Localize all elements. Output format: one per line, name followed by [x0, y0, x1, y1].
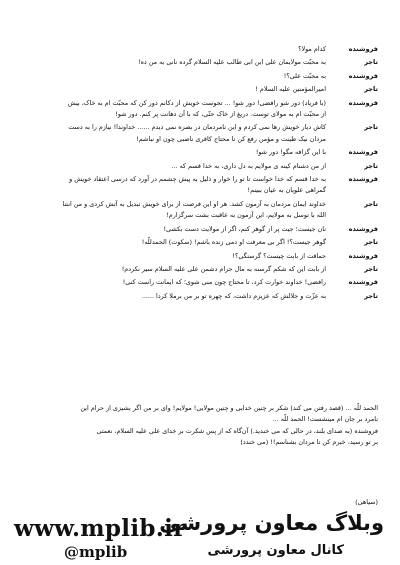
speech-line: مردان نیک طینت و مؤمن رفع کن تا محتاج کافری ناصبی چون او نباشم!: [136, 134, 326, 143]
prose-line: فروشنده (به صدای بلند، در حالی که می خندید.) آن‌گاه که از پس شکرت بر خدای علی علیه السلام، نعمتی: [96, 426, 378, 435]
speech-line: کدام مولا؟: [298, 45, 326, 53]
dialogue-section: [20, 44, 378, 304]
speech-text: [20, 71, 326, 82]
dialogue-turn: [20, 277, 378, 288]
speaker-label: فروشنده: [348, 251, 378, 260]
prose-line: بر تو رسید، خبرم کن تا مردان بشناسم!! (می خندد): [240, 438, 378, 447]
speaker-label: تاجر: [364, 58, 378, 67]
speech-line: گمراهی علویان به عیان ببینم!: [247, 186, 326, 195]
speech-text: [20, 57, 326, 68]
dialogue-turn: [20, 237, 378, 248]
speaker-label: فروشنده: [348, 175, 378, 184]
speech-text: [20, 161, 326, 172]
speaker-label: فروشنده: [348, 224, 378, 233]
speech-text: [20, 251, 326, 262]
speech-text: [20, 277, 326, 288]
speech-line: رافضی! خداوند خوارت کرد، تا محتاج چون منی شوی؛ که ایمانت راست کنی!: [122, 278, 326, 287]
stage-note: (سیاهی): [355, 498, 378, 506]
site-url-link[interactable]: www.mplib.ir: [14, 515, 186, 542]
speaker-label: فروشنده: [348, 71, 378, 80]
speech-line: (با فریاد) دور شو رافضی! دور شو! ... تحوست خویش از دکانم دور کن که محبّت ام به خاک، بیش: [67, 98, 326, 107]
speech-line: از بابت این که شکم گرسنه به مال حرام دشمن علی علیه السلام سیر نکردم!: [121, 264, 326, 273]
speech-line: از من دشنام کینه ی مولایم به دل داری، به خدا قسم که ...: [171, 161, 326, 170]
speaker-label: فروشنده: [348, 45, 378, 53]
dialogue-turn: [20, 161, 378, 172]
speech-line: به خدا قسم که خدا خواست تا تو را خوار و ذلیل به پیش چشمم در آورد که درسی اعتقاد خویش و: [69, 175, 326, 184]
prose-line: الحمد للّه ... (قصد رفتن می کند) شکر بر چنین خدایی و چنین مولایی! مولایم! وای بر من اگر بشیزی از حرام این: [80, 404, 378, 412]
channel-title: کانال معاون پرورشی: [207, 543, 344, 558]
speech-text: [20, 199, 326, 222]
speech-line: خداوند ایمان مردمان به آزمون کشد. هر او این فرصت از برای خویش تبدیل به آتش کردی و من انتنا: [62, 199, 326, 208]
dialogue-turn: [20, 199, 378, 222]
dialogue-turn: [20, 147, 378, 158]
speaker-label: تاجر: [364, 85, 378, 94]
speaker-label: تاجر: [364, 123, 378, 132]
speech-line: الله با توسل به مولایم، این آزمون به عاقبت بشت سرگزارم!: [166, 211, 326, 220]
speech-text: [20, 237, 326, 248]
dialogue-turn: [20, 264, 378, 275]
speaker-label: فروشنده: [348, 278, 378, 287]
speech-text: [20, 122, 326, 145]
dialogue-turn: [20, 291, 378, 302]
footer-banner: [0, 505, 400, 565]
speaker-label: تاجر: [364, 238, 378, 247]
dialogue-turn: [20, 84, 378, 95]
speaker-label: تاجر: [364, 291, 378, 300]
dialogue-turn: [20, 251, 378, 262]
dialogue-turn: [20, 57, 378, 68]
speaker-label: تاجر: [364, 199, 378, 208]
speech-text: [20, 291, 326, 302]
speaker-label: تاجر: [364, 264, 378, 273]
dialogue-turn: [20, 98, 378, 121]
speech-text: [20, 44, 326, 55]
dialogue-turn: [20, 174, 378, 197]
speech-line: از محبّت ام به مولای توست. دریغ از خاک حتّی، که با آن دهانت پر کنم. دور شو!: [115, 110, 326, 119]
blog-brand-title: وبلاگ معاون پرورشی: [159, 511, 384, 535]
speech-text: [20, 224, 326, 235]
speaker-label: تاجر: [364, 161, 378, 170]
speech-text: [20, 174, 326, 197]
dialogue-turn: [20, 224, 378, 235]
dialogue-turn: [20, 44, 378, 55]
speech-text: [20, 264, 326, 275]
dialogue-turn: [20, 71, 378, 82]
speech-line: کاش دیار خویش رها نمی کردم و این نامردمان در بصره نمی دیدم ...... خداوندا! نیازم را به دست: [68, 123, 326, 132]
speech-text: [20, 84, 326, 95]
speech-text: [20, 147, 326, 158]
speech-line: گوهر جیست؟! اگر بی معرفت او دمی زنده باشم! (سکوت) الحمدللّه!: [141, 238, 326, 247]
speech-line: امیرالمؤمنین علیه السلام !: [255, 85, 326, 94]
speech-line: حماقت از بابت چیست؟ گرسنگی؟!: [232, 251, 326, 260]
prose-line: نامرد بر جان ام مینشست! الحمد للّه ...: [272, 415, 378, 424]
speaker-label: فروشنده: [348, 148, 378, 157]
speech-line: به محبّت علی؟!: [283, 71, 326, 80]
speech-line: به عزّت و جلالش که عزیزم داشت، که چهره تو بر من برملا کردا ......: [141, 291, 326, 300]
speech-text: [20, 98, 326, 121]
closing-prose: [20, 403, 378, 449]
speech-line: به محبّت مولایمان علی ابن ابی طالب علیه السلام گرده نانی به من ده!: [138, 58, 326, 67]
speech-line: با این گزافه مگو! دور شو!: [255, 148, 326, 157]
dialogue-turn: [20, 122, 378, 145]
speaker-label: فروشنده: [348, 98, 378, 107]
speech-line: نان جیست؛ جیت پر از گوهر کنم، اگر از مولایت دست بکشی!: [163, 224, 326, 233]
channel-handle-link[interactable]: @mplib: [64, 543, 128, 561]
